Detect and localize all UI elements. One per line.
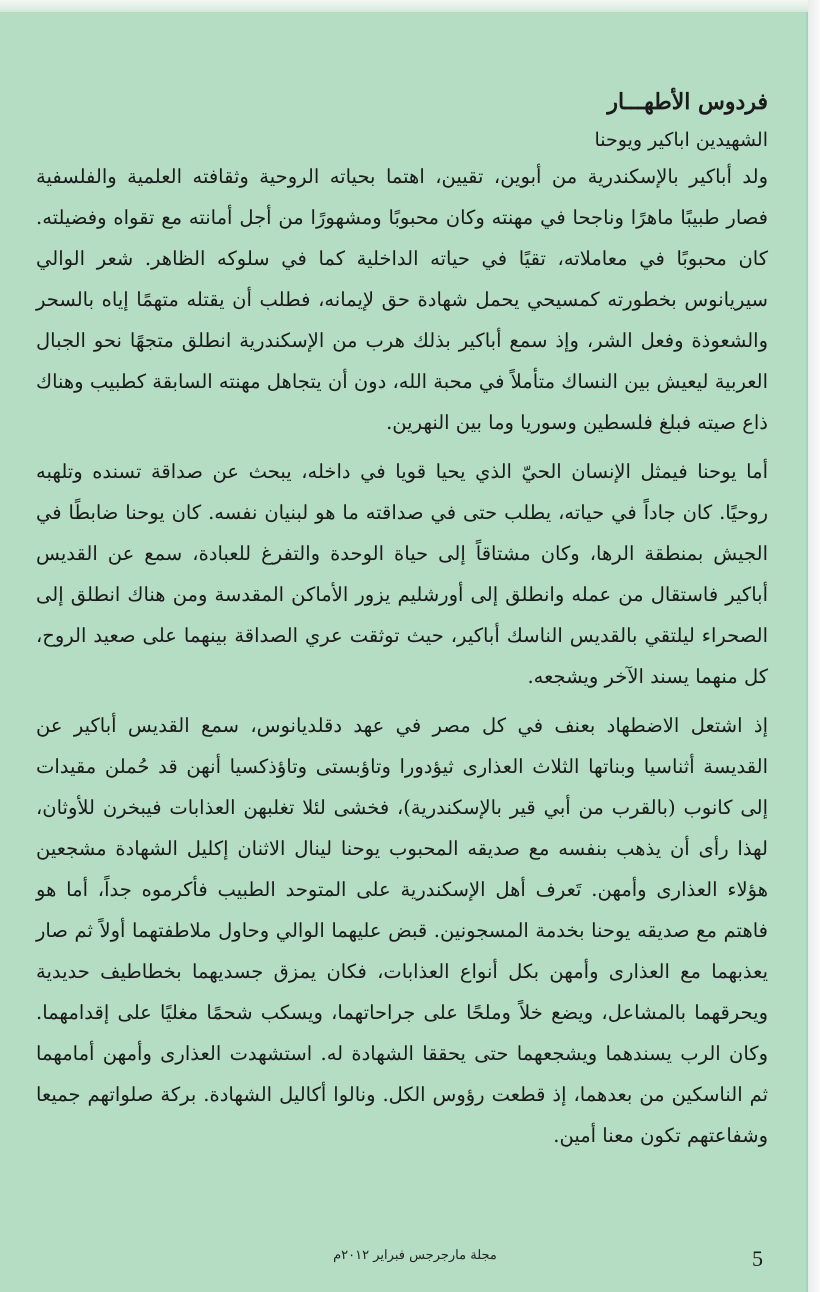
- page-number: 5: [752, 1246, 763, 1271]
- paragraph-martyrdom: إذ اشتعل الاضطهاد بعنف في كل مصر في عهد دقلديانوس، سمع القديس أباكير عن القديسة أثناسيا وبناتها الثلاث العذارى ثيؤدورا وتاؤبستى وتاؤذكسيا أنهن قد حُملن مقيدات إلى كانوب (بالقرب من أبي قير بالإسكندرية)، فخشى لئلا تغلبهن العذابات فيبخرن للأوثان، لهذا رأى أن يذهب بنفسه مع صديقه المحبوب يوحنا لينال الاثنان إكليل الشهادة مشجعين هؤلاء العذارى وأمهن. تَعرف أهل الإسكندرية على المتوحد الطبيب فأكرموه جداً، أما هو فاهتم مع صديقه يوحنا بخدمة المسجونين. قبض عليهما الوالي وحاول ملاطفتهما أولاً ثم صار يعذبهما مع العذارى وأمهن بكل أنواع العذابات، فكان يمزق جسديهما بخطاطيف حديدية ويحرقهما بالمشاعل، ويضع خلاً وملحًا على جراحاتهما، ويسكب شحمًا مغليًا على إقدامهما. وكان الرب يسندهما ويشجعهما حتى يحققا الشهادة له. استشهدت العذارى وأمهن أمامهما ثم الناسكين من بعدهما، إذ قطعت رؤوس الكل. ونالوا أكاليل الشهادة. بركة صلواتهم جميعا وشفاعتهم تكون معنا أمين.: [36, 714, 768, 1147]
- footer-journal-name: مجلة مارجرجس فبراير ٢٠١٢م: [333, 1248, 497, 1263]
- paragraph-abakir: ولد أباكير بالإسكندرية من أبوين، تقيين، اهتما بحياته الروحية وثقافته العلمية والفلسفية فصار طبيبًا ماهرًا وناجحا في مهنته وكان محبوبًا ومشهورًا من أجل أمانته مع تقواه وفضيلته. كان محبوبًا في معاملاته، تقيًا في حياته الداخلية كما في سلوكه الظاهر. شعر الوالي سيريانوس بخطورته كمسيحي يحمل شهادة حق لإيمانه، فطلب أن يقتله متهمًا إياه بالسحر والشعوذة وفعل الشر، وإذ سمع أباكير بذلك هرب من الإسكندرية انطلق متجهًا نحو الجبال العربية ليعيش بين النساك متأملاً في محبة الله، دون أن يتجاهل مهنته السابقة كطبيب وهناك ذاع صيته فبلغ فلسطين وسوريا وما بين النهرين.: [36, 165, 768, 434]
- article-title: فردوس الأطهـــار: [607, 89, 768, 115]
- article-subtitle: الشهيدين اباكير ويوحنا: [594, 129, 768, 151]
- scan-margin: [808, 0, 820, 1292]
- paragraph-john: أما يوحنا فيمثل الإنسان الحيّ الذي يحيا قويا في داخله، يبحث عن صداقة تسنده وتلهبه روحيًا. كان جاداً في حياته، يطلب حتى في صداقته ما هو لبنيان نفسه. كان يوحنا ضابطًا في الجيش بمنطقة الرها، وكان مشتاقاً إلى حياة الوحدة والتفرغ للعبادة، سمع عن القديس أباكير فاستقال من عمله وانطلق إلى أورشليم يزور الأماكن المقدسة ومن هناك انطلق إلى الصحراء ليلتقي بالقديس الناسك أباكير، حيث توثقت عري الصداقة بينهما على صعيد الروح، كل منهما يسند الآخر ويشجعه.: [36, 460, 768, 688]
- article: [36, 72, 768, 1164]
